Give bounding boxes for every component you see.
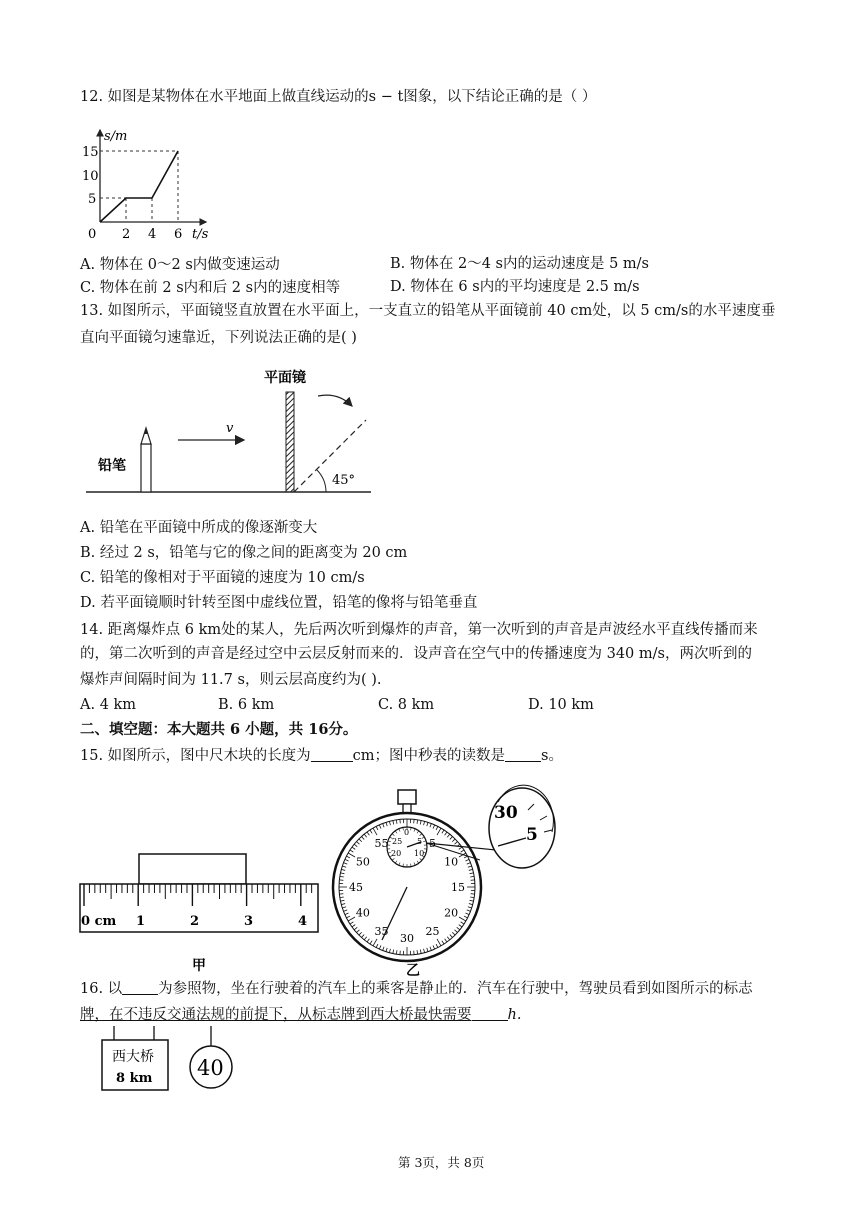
q16-sign-place: 西大桥: [112, 1049, 154, 1065]
q15-ruler-label-3: 3: [244, 914, 254, 929]
q15-blank-time[interactable]: [505, 747, 541, 762]
q16-line1-b: 为参照物，坐在行驶着的汽车上的乘客是静止的．汽车在行驶中，驾驶员看到如图所示的标志: [158, 981, 753, 997]
page-footer: 第 3页，共 8页: [398, 1155, 485, 1170]
q15-stopwatch-figure: [330, 772, 562, 980]
q13-angle-arc: [317, 470, 326, 492]
q15-outer-number-50: 50: [355, 855, 370, 869]
q16-line2-a: 牌，在不违反交通法规的前提下，从标志牌到西大桥最快需要: [80, 1007, 472, 1023]
q15-inner-number-25: 25: [392, 837, 403, 846]
q15-outer-number-5: 5: [429, 836, 436, 850]
q15-stem-c: s。: [541, 748, 563, 764]
q16-line2: [80, 1004, 521, 1026]
q15-ruler-caption: 甲: [192, 958, 206, 974]
pencil-icon: [141, 428, 151, 492]
q15-zoom-number-5: 5: [526, 825, 538, 845]
q15-stopwatch-caption: 乙: [406, 963, 420, 979]
q15-outer-number-30: 30: [400, 932, 414, 945]
q12-y-tick-15: 15: [82, 145, 99, 160]
q15-wood-block: [139, 854, 246, 884]
q16-sign-distance: 8 km: [116, 1071, 153, 1086]
q15-outer-number-25: 25: [425, 925, 440, 939]
q13-angle-label: 45°: [332, 473, 356, 488]
q15-blank-length[interactable]: [311, 747, 353, 762]
q13-stem-line1: 13. 如图所示，平面镜竖直放置在水平面上，一支直立的铅笔从平面镜前 40 cm处，以 5 cm/s的水平速度垂: [80, 303, 776, 319]
q15-inner-number-5: 5: [417, 837, 423, 846]
q16-line1: [80, 978, 753, 1000]
q12-x-tick-4: 4: [148, 227, 157, 242]
q12-x-tick-6: 6: [174, 227, 183, 242]
q15-outer-number-15: 15: [451, 881, 465, 894]
q12-option-b: B. 物体在 2～4 s内的运动速度是 5 m/s: [390, 256, 650, 272]
q15-inner-number-0: 0: [404, 828, 410, 837]
q15-stopwatch-crown: [398, 790, 416, 804]
q15-stem-b: cm；图中秒表的读数是: [352, 748, 506, 764]
q16-line2-b: h.: [507, 1007, 522, 1023]
q15-outer-number-20: 20: [444, 906, 459, 920]
q12-st-line: [100, 151, 178, 222]
q12-x-tick-2: 2: [122, 227, 131, 242]
q12-y-label: s/m: [104, 129, 128, 144]
q16-blank-reference[interactable]: [122, 980, 158, 995]
q15-ruler-label-4: 4: [298, 914, 308, 929]
q13-rotation-arrow: [318, 395, 352, 406]
q16-speed-limit: 40: [197, 1056, 224, 1080]
q15-ruler-figure: [78, 848, 324, 978]
q13-velocity-label: v: [226, 421, 234, 436]
q14-option-b: B. 6 km: [218, 697, 275, 713]
q12-x-label: t/s: [192, 227, 209, 242]
q14-option-a: A. 4 km: [80, 697, 137, 713]
q15-outer-number-35: 35: [374, 925, 389, 939]
q15-inner-number-20: 20: [391, 849, 402, 858]
q13-dashed-mirror: [294, 420, 366, 492]
q15-stem: [80, 745, 563, 767]
q15-outer-number-55: 55: [374, 836, 389, 850]
q15-stem-a: 15. 如图所示，图中尺木块的长度为: [80, 748, 311, 764]
q13-stem-line2: 直向平面镜匀速靠近，下列说法正确的是( ): [80, 330, 357, 346]
q16-line1-a: 16. 以: [80, 981, 123, 997]
q13-option-a: A. 铅笔在平面镜中所成的像逐渐变大: [80, 520, 318, 536]
q15-outer-number-10: 10: [444, 855, 459, 869]
q15-inner-number-10: 10: [414, 849, 425, 858]
q15-ruler-label-1: 1: [136, 914, 146, 929]
q16-road-sign: [96, 1024, 246, 1096]
q12-x-tick-0: 0: [88, 227, 97, 242]
q13-mirror-figure: [86, 362, 376, 502]
q14-option-d: D. 10 km: [528, 697, 594, 713]
section-heading: 二、填空题：本大题共 6 小题，共 16分。: [80, 721, 358, 738]
q12-st-graph: [78, 126, 218, 244]
q15-ruler-label-0: 0 cm: [81, 914, 117, 929]
q13-option-b: B. 经过 2 s，铅笔与它的像之间的距离变为 20 cm: [80, 545, 408, 561]
q15-outer-number-45: 45: [349, 881, 363, 894]
q12-option-c: C. 物体在前 2 s内和后 2 s内的速度相等: [80, 280, 341, 296]
q13-mirror-label: 平面镜: [264, 370, 306, 386]
q12-option-d: D. 物体在 6 s内的平均速度是 2.5 m/s: [390, 279, 640, 295]
q14-line3: 爆炸声间隔时间为 11.7 s，则云层高度约为( ).: [80, 672, 382, 688]
q15-ruler-label-2: 2: [190, 914, 200, 929]
q12-y-tick-10: 10: [82, 169, 99, 184]
q12-option-a: A. 物体在 0～2 s内做变速运动: [80, 257, 280, 273]
q12-stem: 12. 如图是某物体在水平地面上做直线运动的s − t图象，以下结论正确的是（ ）: [80, 89, 597, 105]
q15-outer-number-40: 40: [355, 906, 370, 920]
q16-blank-time[interactable]: [472, 1006, 508, 1021]
q13-mirror: [286, 392, 294, 492]
q13-pencil-label: 铅笔: [98, 458, 126, 474]
q12-y-tick-5: 5: [88, 192, 97, 207]
q14-option-c: C. 8 km: [378, 697, 435, 713]
q13-option-c: C. 铅笔的像相对于平面镜的速度为 10 cm/s: [80, 570, 365, 586]
q14-line1: 14. 距离爆炸点 6 km处的某人，先后两次听到爆炸的声音，第一次听到的声音是声波经水平直线传播而来: [80, 622, 758, 638]
q15-zoom-number-30: 30: [494, 803, 518, 823]
q14-line2: 的，第二次听到的声音是经过空中云层反射而来的．设声音在空气中的传播速度为 340 m/s，两次听到的: [80, 646, 752, 662]
q13-option-d: D. 若平面镜顺时针转至图中虚线位置，铅笔的像将与铅笔垂直: [80, 595, 478, 611]
